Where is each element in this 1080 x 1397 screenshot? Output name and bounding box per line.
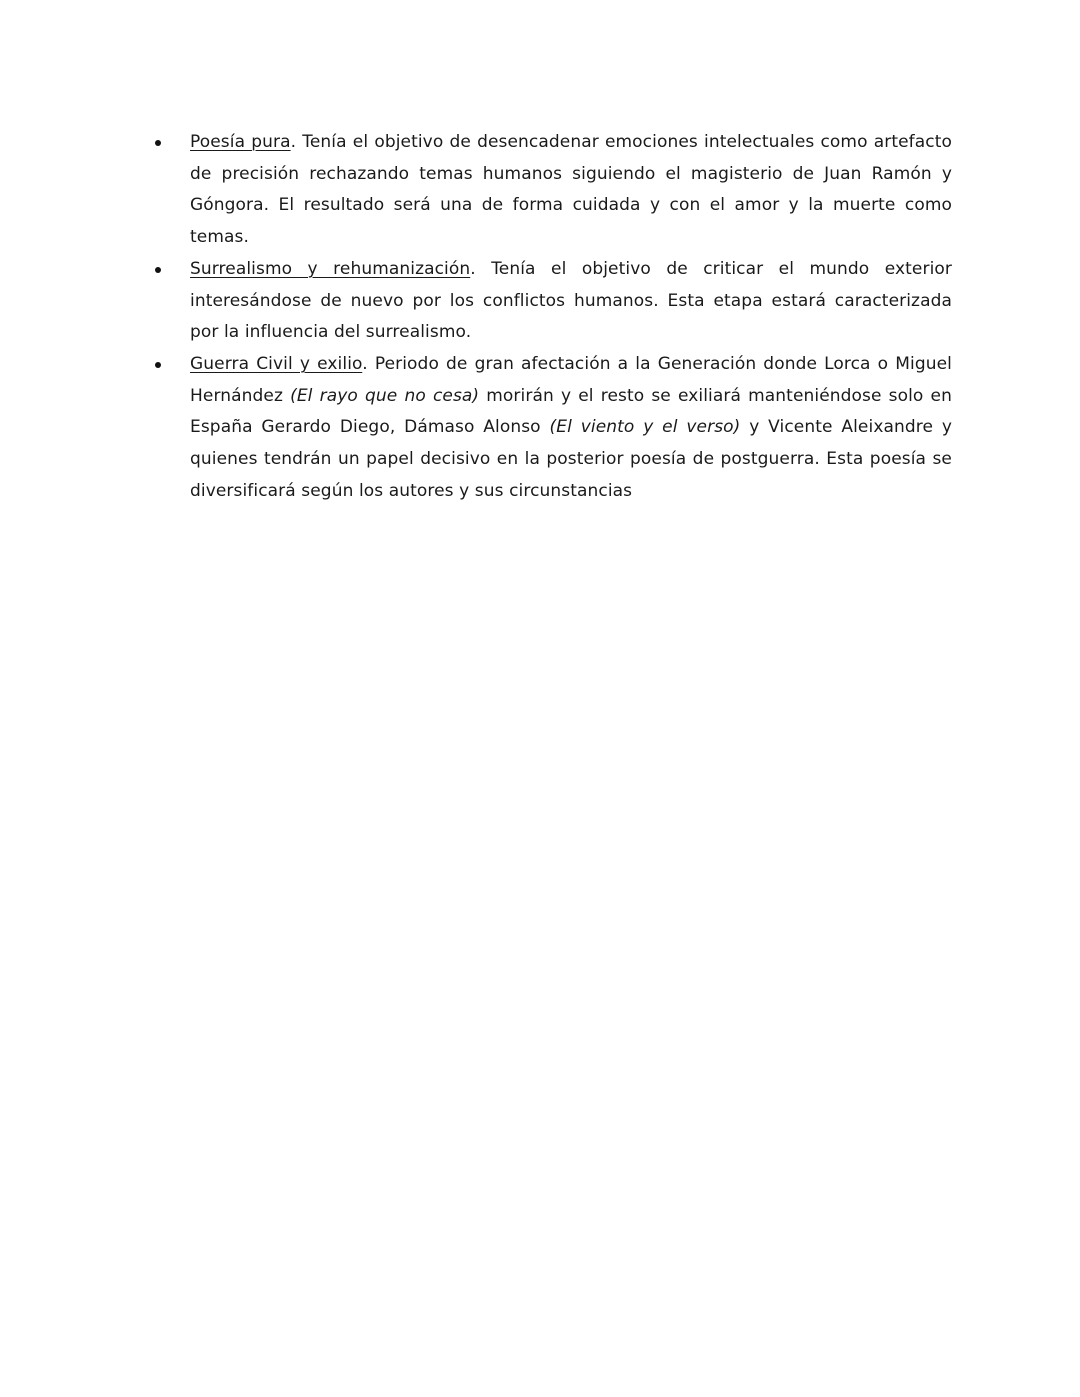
bullet-icon	[155, 362, 161, 368]
stage-term: Poesía pura	[190, 132, 291, 152]
work-title: (El rayo que no cesa)	[290, 385, 480, 406]
bullet-icon	[155, 267, 161, 273]
stage-description: morirán y el resto se exiliará manteniéndose solo en España Gerardo Diego, Dámaso Alonso	[190, 385, 952, 438]
work-title: (El viento y el verso)	[549, 417, 741, 438]
stage-description: . Tenía el objetivo de desencadenar emociones intelectuales como artefacto de precisión rechazando temas humanos siguiendo el magisterio de Juan Ramón y Góngora. El resultado será una de forma cuidada y con el amor y la muerte como temas.	[190, 132, 952, 248]
stage-description: . Tenía el objetivo de criticar el mundo exterior interesándose de nuevo por los conflictos humanos. Esta etapa estará caracterizada por la influencia del surrealismo.	[190, 258, 952, 343]
stage-term: Surrealismo y rehumanización	[190, 258, 471, 279]
stage-description: . Periodo de gran afectación a la Generación donde Lorca o Miguel Hernández	[190, 353, 952, 406]
stage-term: Guerra Civil y exilio	[190, 353, 363, 374]
bullet-icon	[155, 140, 161, 146]
list-item	[190, 127, 952, 254]
list-item	[190, 254, 952, 349]
generation-stages-list	[190, 127, 952, 507]
list-item	[190, 349, 952, 508]
stage-description: y Vicente Aleixandre y quienes tendrán un papel decisivo en la posterior poesía de postguerra. Esta poesía se diversificará según los autores y sus circunstancias	[190, 417, 953, 501]
